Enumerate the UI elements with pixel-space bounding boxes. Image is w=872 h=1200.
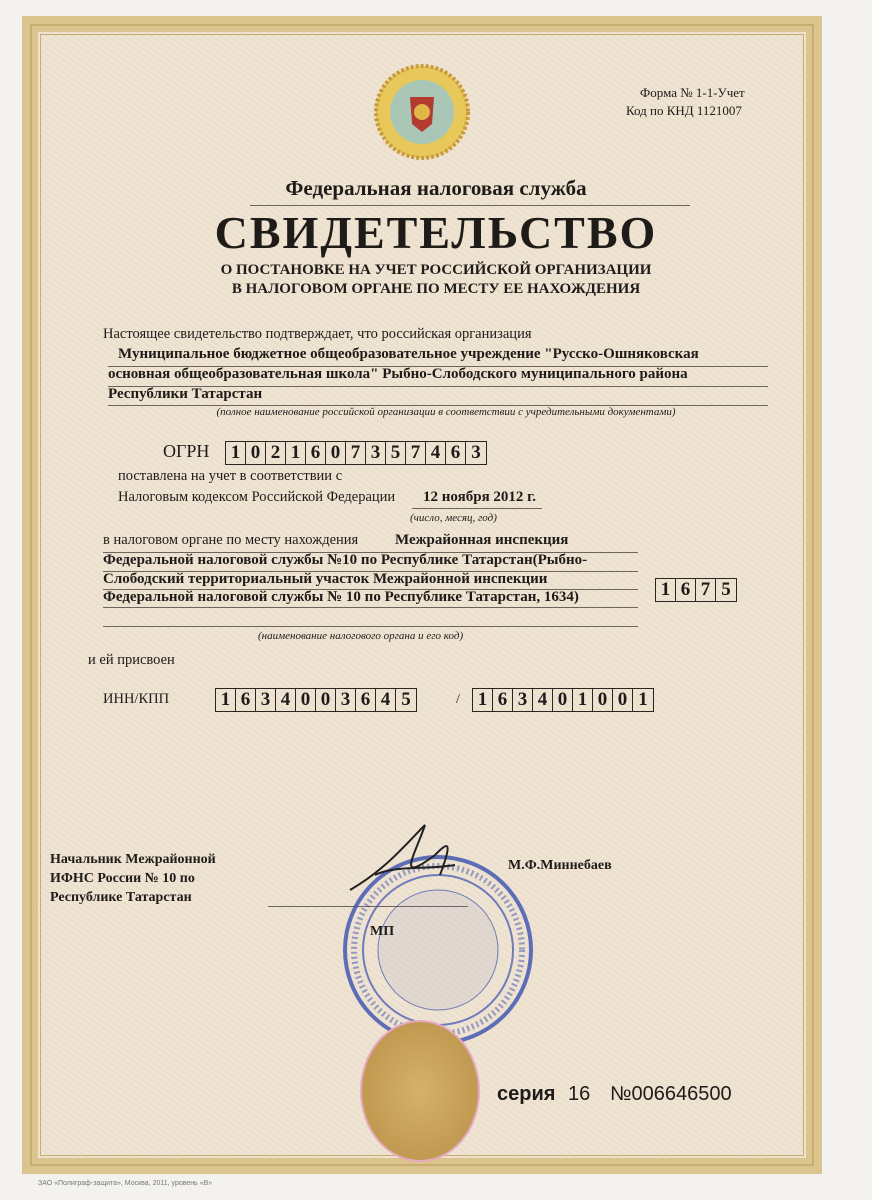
tax-office-code-boxes bbox=[655, 578, 737, 602]
digit-box: 4 bbox=[376, 689, 396, 711]
digit-box: 3 bbox=[256, 689, 276, 711]
tax-office-line-1: Федеральной налоговой службы №10 по Республике Татарстан(Рыбно- bbox=[103, 552, 588, 568]
digit-box: 4 bbox=[533, 689, 553, 711]
digit-box: 1 bbox=[473, 689, 493, 711]
digit-box: 0 bbox=[296, 689, 316, 711]
position-line: ИФНС России № 10 по bbox=[50, 871, 195, 886]
registration-date: 12 ноября 2012 г. bbox=[423, 489, 537, 505]
tax-office-caption: (наименование налогового органа и его код) bbox=[258, 630, 464, 642]
stamp-place-label: МП bbox=[370, 924, 395, 939]
org-name-line-3: Республики Татарстан bbox=[108, 386, 263, 402]
org-name-line-2: основная общеобразовательная школа" Рыбно-Слободского муниципального района bbox=[108, 366, 688, 382]
digit-box: 6 bbox=[676, 579, 696, 601]
tax-office-line-2: Слободский территориальный участок Межрайонной инспекции bbox=[103, 571, 548, 587]
digit-box: 1 bbox=[656, 579, 676, 601]
digit-box: 3 bbox=[513, 689, 533, 711]
digit-box: 0 bbox=[593, 689, 613, 711]
org-intro: Настоящее свидетельство подтверждает, что российская организация bbox=[103, 326, 532, 342]
digit-box: 1 bbox=[226, 442, 246, 464]
digit-box: 3 bbox=[471, 442, 481, 463]
signature-icon bbox=[345, 815, 465, 905]
digit-box: 7 bbox=[696, 579, 716, 601]
inn-kpp-label: ИНН/КПП bbox=[103, 691, 170, 707]
inn-kpp-separator: / bbox=[456, 692, 460, 707]
divider bbox=[103, 626, 638, 627]
digit-box: 0 bbox=[613, 689, 633, 711]
digit-box: 0 bbox=[246, 442, 266, 464]
hologram-emblem-icon bbox=[372, 62, 472, 162]
registration-line-2: Налоговым кодексом Российской Федерации bbox=[118, 489, 396, 505]
position-line: Республике Татарстан bbox=[50, 890, 192, 905]
gold-seal-icon bbox=[360, 1020, 480, 1162]
kpp-boxes bbox=[472, 688, 654, 712]
signatory-name: М.Ф.Миннебаев bbox=[508, 858, 612, 873]
divider bbox=[103, 607, 638, 608]
digit-box: 3 bbox=[336, 689, 356, 711]
document-title: СВИДЕТЕЛЬСТВО bbox=[214, 207, 658, 258]
org-caption: (полное наименование российской организации в соответствии с учредительными документами) bbox=[216, 406, 676, 418]
series-label: серия bbox=[497, 1083, 556, 1105]
form-number: Форма № 1-1-Учет bbox=[640, 85, 745, 100]
ogrn-label: ОГРН bbox=[163, 441, 210, 461]
digit-box: 4 bbox=[276, 689, 296, 711]
signatory-position bbox=[50, 850, 216, 907]
tax-office-intro: в налоговом органе по месту нахождения bbox=[103, 532, 359, 548]
assigned-label: и ей присвоен bbox=[88, 652, 175, 668]
digit-box: 5 bbox=[721, 579, 731, 600]
tax-office-line-3: Федеральной налоговой службы № 10 по Республике Татарстан, 1634) bbox=[103, 589, 579, 605]
digit-box: 5 bbox=[401, 689, 411, 710]
digit-box: 0 bbox=[316, 689, 336, 711]
digit-box: 6 bbox=[493, 689, 513, 711]
knd-code: Код по КНД 1121007 bbox=[626, 103, 742, 118]
digit-box: 7 bbox=[406, 442, 426, 464]
tax-office-line-0: Межрайонная инспекция bbox=[395, 532, 569, 548]
agency-name: Федеральная налоговая служба bbox=[285, 176, 587, 200]
digit-box: 2 bbox=[266, 442, 286, 464]
digit-box: 0 bbox=[326, 442, 346, 464]
digit-box: 1 bbox=[573, 689, 593, 711]
digit-box: 7 bbox=[346, 442, 366, 464]
divider bbox=[412, 508, 542, 509]
digit-box: 5 bbox=[386, 442, 406, 464]
digit-box: 1 bbox=[286, 442, 306, 464]
digit-box: 6 bbox=[356, 689, 376, 711]
digit-box: 6 bbox=[446, 442, 466, 464]
position-line: Начальник Межрайонной bbox=[50, 852, 216, 867]
subtitle-line-2: В НАЛОГОВОМ ОРГАНЕ ПО МЕСТУ ЕЕ НАХОЖДЕНИЯ bbox=[231, 281, 641, 297]
certificate-number: №006646500 bbox=[610, 1083, 732, 1105]
inn-boxes bbox=[215, 688, 417, 712]
org-name-line-1: Муниципальное бюджетное общеобразовательное учреждение "Русско-Ошняковская bbox=[118, 346, 699, 362]
digit-box: 0 bbox=[553, 689, 573, 711]
date-caption: (число, месяц, год) bbox=[410, 512, 497, 524]
subtitle-line-1: О ПОСТАНОВКЕ НА УЧЕТ РОССИЙСКОЙ ОРГАНИЗАЦИИ bbox=[220, 262, 652, 278]
digit-box: 1 bbox=[638, 689, 648, 710]
digit-box: 6 bbox=[236, 689, 256, 711]
printer-footer: ЗАО «Полиграф-защита», Москва, 2011, уровень «В» bbox=[38, 1180, 213, 1187]
series-value: 16 bbox=[568, 1083, 591, 1105]
digit-box: 1 bbox=[216, 689, 236, 711]
digit-box: 6 bbox=[306, 442, 326, 464]
ogrn-boxes bbox=[225, 441, 487, 465]
digit-box: 3 bbox=[366, 442, 386, 464]
registration-line-1: поставлена на учет в соответствии с bbox=[118, 468, 343, 484]
digit-box: 4 bbox=[426, 442, 446, 464]
